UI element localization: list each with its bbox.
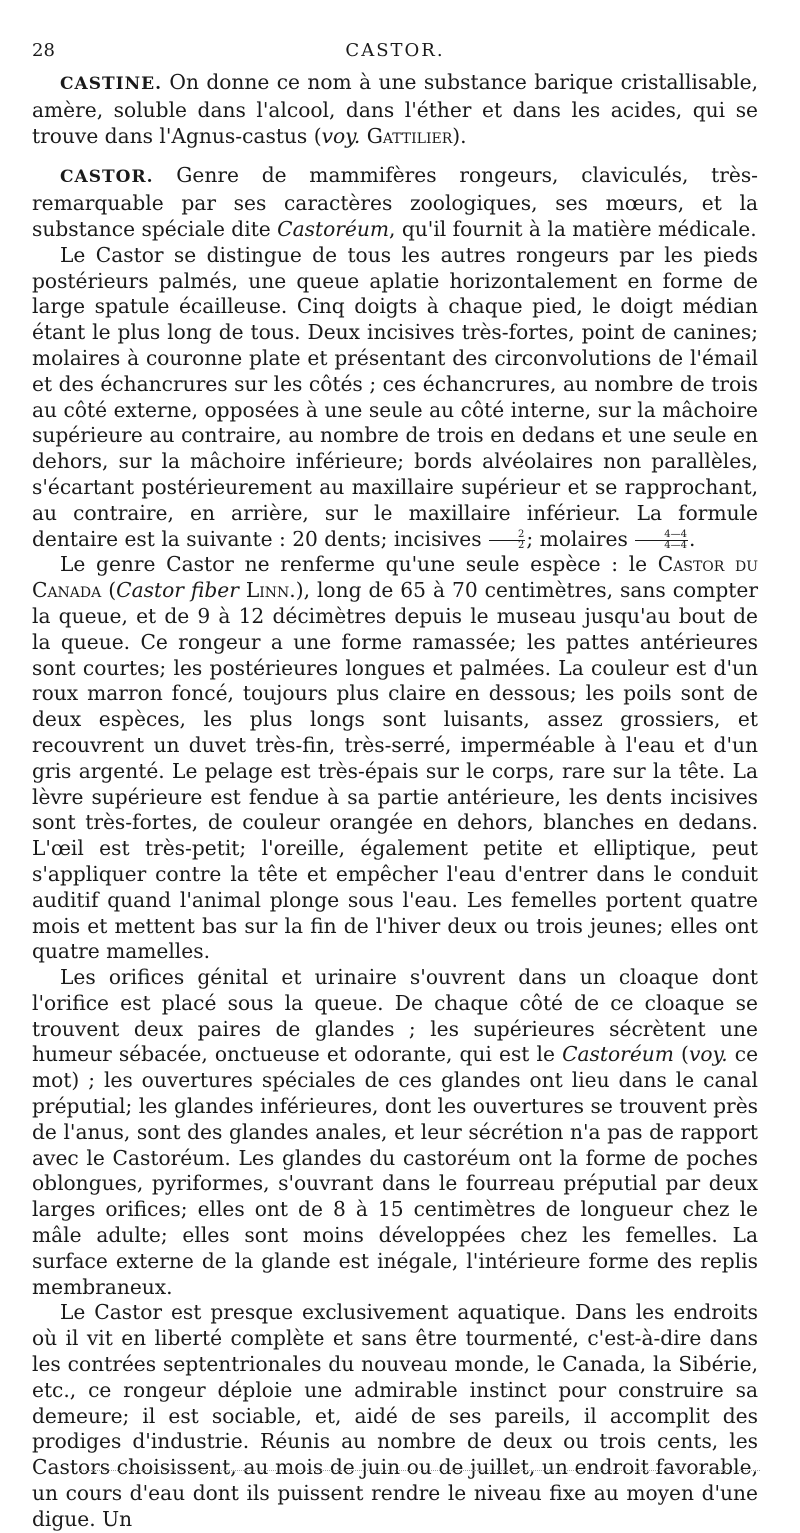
castor-p2-b: ( bbox=[101, 578, 117, 603]
fraction-molaires-num: 4—4 bbox=[635, 530, 688, 541]
fraction-incisives bbox=[489, 530, 525, 551]
running-head bbox=[32, 40, 758, 70]
castor-p3-c: ce mot) ; les ouvertures spéciales de ces glandes ont lieu dans le canal préputial; les glandes inférieures, dont les ouvertures se trouvent près de l'anus, sont des glandes anales, et leur sécrétion n'a pas de rapport avec le Castoréum. Les glandes du castoréum ont la forme de poches oblongues, pyriformes, s'ouvrant dans le fourreau préputial par deux larges orifices; elles ont de 8 à 15 centimètres de longueur chez le mâle adulte; elles sont moins développées chez les femelles. La surface externe de la glande est inégale, l'intérieure forme des replis membraneux. bbox=[32, 1042, 759, 1299]
castor-latin-name: Castor fiber bbox=[116, 578, 239, 603]
headword-castine: CASTINE. bbox=[60, 74, 163, 94]
castor-paragraph-3 bbox=[32, 965, 758, 1300]
page-number: 28 bbox=[32, 40, 55, 61]
castor-intro-text-end: , qu'il fournit à la matière médicale. bbox=[389, 216, 757, 241]
castor-intro-text: Genre de mammifères rongeurs, claviculés, très-remarquable par ses caractères zoologiques, ses mœurs, et la substance spéciale dite bbox=[32, 163, 758, 241]
castine-voy: voy. bbox=[321, 123, 361, 148]
castor-intro bbox=[32, 163, 758, 242]
castor-paragraph-2 bbox=[32, 552, 758, 965]
fraction-incisives-den: 2 bbox=[518, 539, 525, 551]
castor-p3-b: ( bbox=[673, 1042, 689, 1067]
castor-p1-text: Le Castor se distingue de tous les autres rongeurs par les pieds postérieurs palmés, une queue aplatie horizontalement en forme de large spatule écailleuse. Cinq doigts à chaque pied, le doigt médian étant le plus long de tous. Deux incisives très-fortes, point de canines; molaires à couronne plate et présentant des circonvolutions de l'émail et des échancrures sur les côtés ; ces échancrures, au nombre de trois au côté externe, opposées à une seule au côté interne, sur la mâchoire supérieure au contraire, au nombre de trois en dedans et une seule en dehors, sur la mâchoire inférieure; bords alvéolaires non parallèles, s'écartant postérieurement au maxillaire supérieur et se rapprochant, au contraire, en arrière, sur le maxillaire inférieur. La formule dentaire est la suivante : 20 dents; incisives bbox=[32, 242, 758, 551]
entry-castine bbox=[32, 70, 758, 149]
headword-castor: CASTOR. bbox=[60, 167, 154, 188]
fraction-incisives-num: 2 bbox=[489, 530, 525, 541]
entry-castor bbox=[32, 163, 758, 1532]
castor-castoreum-term: Castoréum bbox=[277, 216, 390, 241]
castor-p2-c: ), long de 65 à 70 centimètres, sans compter la queue, et de 9 à 12 décimètres depuis le museau jusqu'au bout de la queue. Ce rongeur a une forme ramassée; les pattes antérieures sont courtes; les postérieures longues et palmées. La couleur est d'un roux marron foncé, toujours plus claire en dessous; les poils sont de deux espèces, les plus longs sont luisants, assez grossiers, et recouvrent un duvet très-fin, très-serré, imperméable à l'eau et d'un gris argenté. Le pelage est très-épais sur le corps, rare sur la tête. La lèvre supérieure est fendue à sa partie antérieure, les dents incisives sont très-fortes, de couleur orangée en dehors, blanches en dedans. L'œil est très-petit; l'oreille, également petite et elliptique, peut s'appliquer contre la tête et empêcher l'eau d'entrer dans le conduit auditif quand l'animal plonge sous l'eau. Les femelles portent quatre mois et mettent bas sur la fin de l'hiver deux ou trois jeunes; elles ont quatre mamelles. bbox=[32, 578, 758, 964]
castine-ref: Gattilier bbox=[366, 123, 453, 148]
castor-paragraph-1 bbox=[32, 243, 758, 553]
castor-p3-a: Les orifices génital et urinaire s'ouvrent dans un cloaque dont l'orifice est placé sous la queue. De chaque côté de ce cloaque se trouvent deux paires de glandes ; les supérieures sécrètent une humeur sébacée, onctueuse et odorante, qui est le bbox=[32, 965, 758, 1067]
castor-paragraph-4 bbox=[32, 1300, 758, 1532]
castor-p4-text: Le Castor est presque exclusivement aquatique. Dans les endroits où il vit en liberté complète et sans être tourmenté, c'est-à-dire dans les contrées septentrionales du nouveau monde, le Canada, la Sibérie, etc., ce rongeur déploie une admirable instinct pour construire sa demeure; il est sociable, et, aidé de ses pareils, il accomplit des prodiges d'industrie. Réunis au nombre de deux ou trois cents, les Castors choisissent, au mois de juin ou de juillet, un endroit favorable, un cours d'eau dont ils puissent rendre le niveau fixe au moyen d'une digue. Un bbox=[32, 1300, 758, 1531]
header-title: CASTOR. bbox=[345, 40, 445, 61]
fraction-molaires bbox=[635, 530, 688, 551]
castine-text: On donne ce nom à une substance barique cristallisable, amère, soluble dans l'alcool, dans l'éther et dans les acides, qui se trouve dans l'Agnus-castus ( bbox=[32, 70, 758, 148]
castor-p2-a: Le genre Castor ne renferme qu'une seule espèce : le bbox=[60, 552, 658, 577]
bottom-rule bbox=[80, 1470, 760, 1471]
castor-p1-end: . bbox=[688, 526, 696, 551]
castor-p1-mid: ; molaires bbox=[526, 526, 635, 551]
fraction-molaires-den: 4—4 bbox=[664, 539, 687, 551]
castor-species-name: Castor du Canada bbox=[32, 552, 758, 603]
castor-author: Linn. bbox=[238, 578, 296, 603]
castor-p3-castoreum: Castoréum bbox=[562, 1042, 674, 1067]
castor-p3-voy: voy. bbox=[688, 1042, 728, 1067]
castine-paragraph bbox=[32, 70, 758, 149]
castine-text-end: ). bbox=[452, 123, 467, 148]
